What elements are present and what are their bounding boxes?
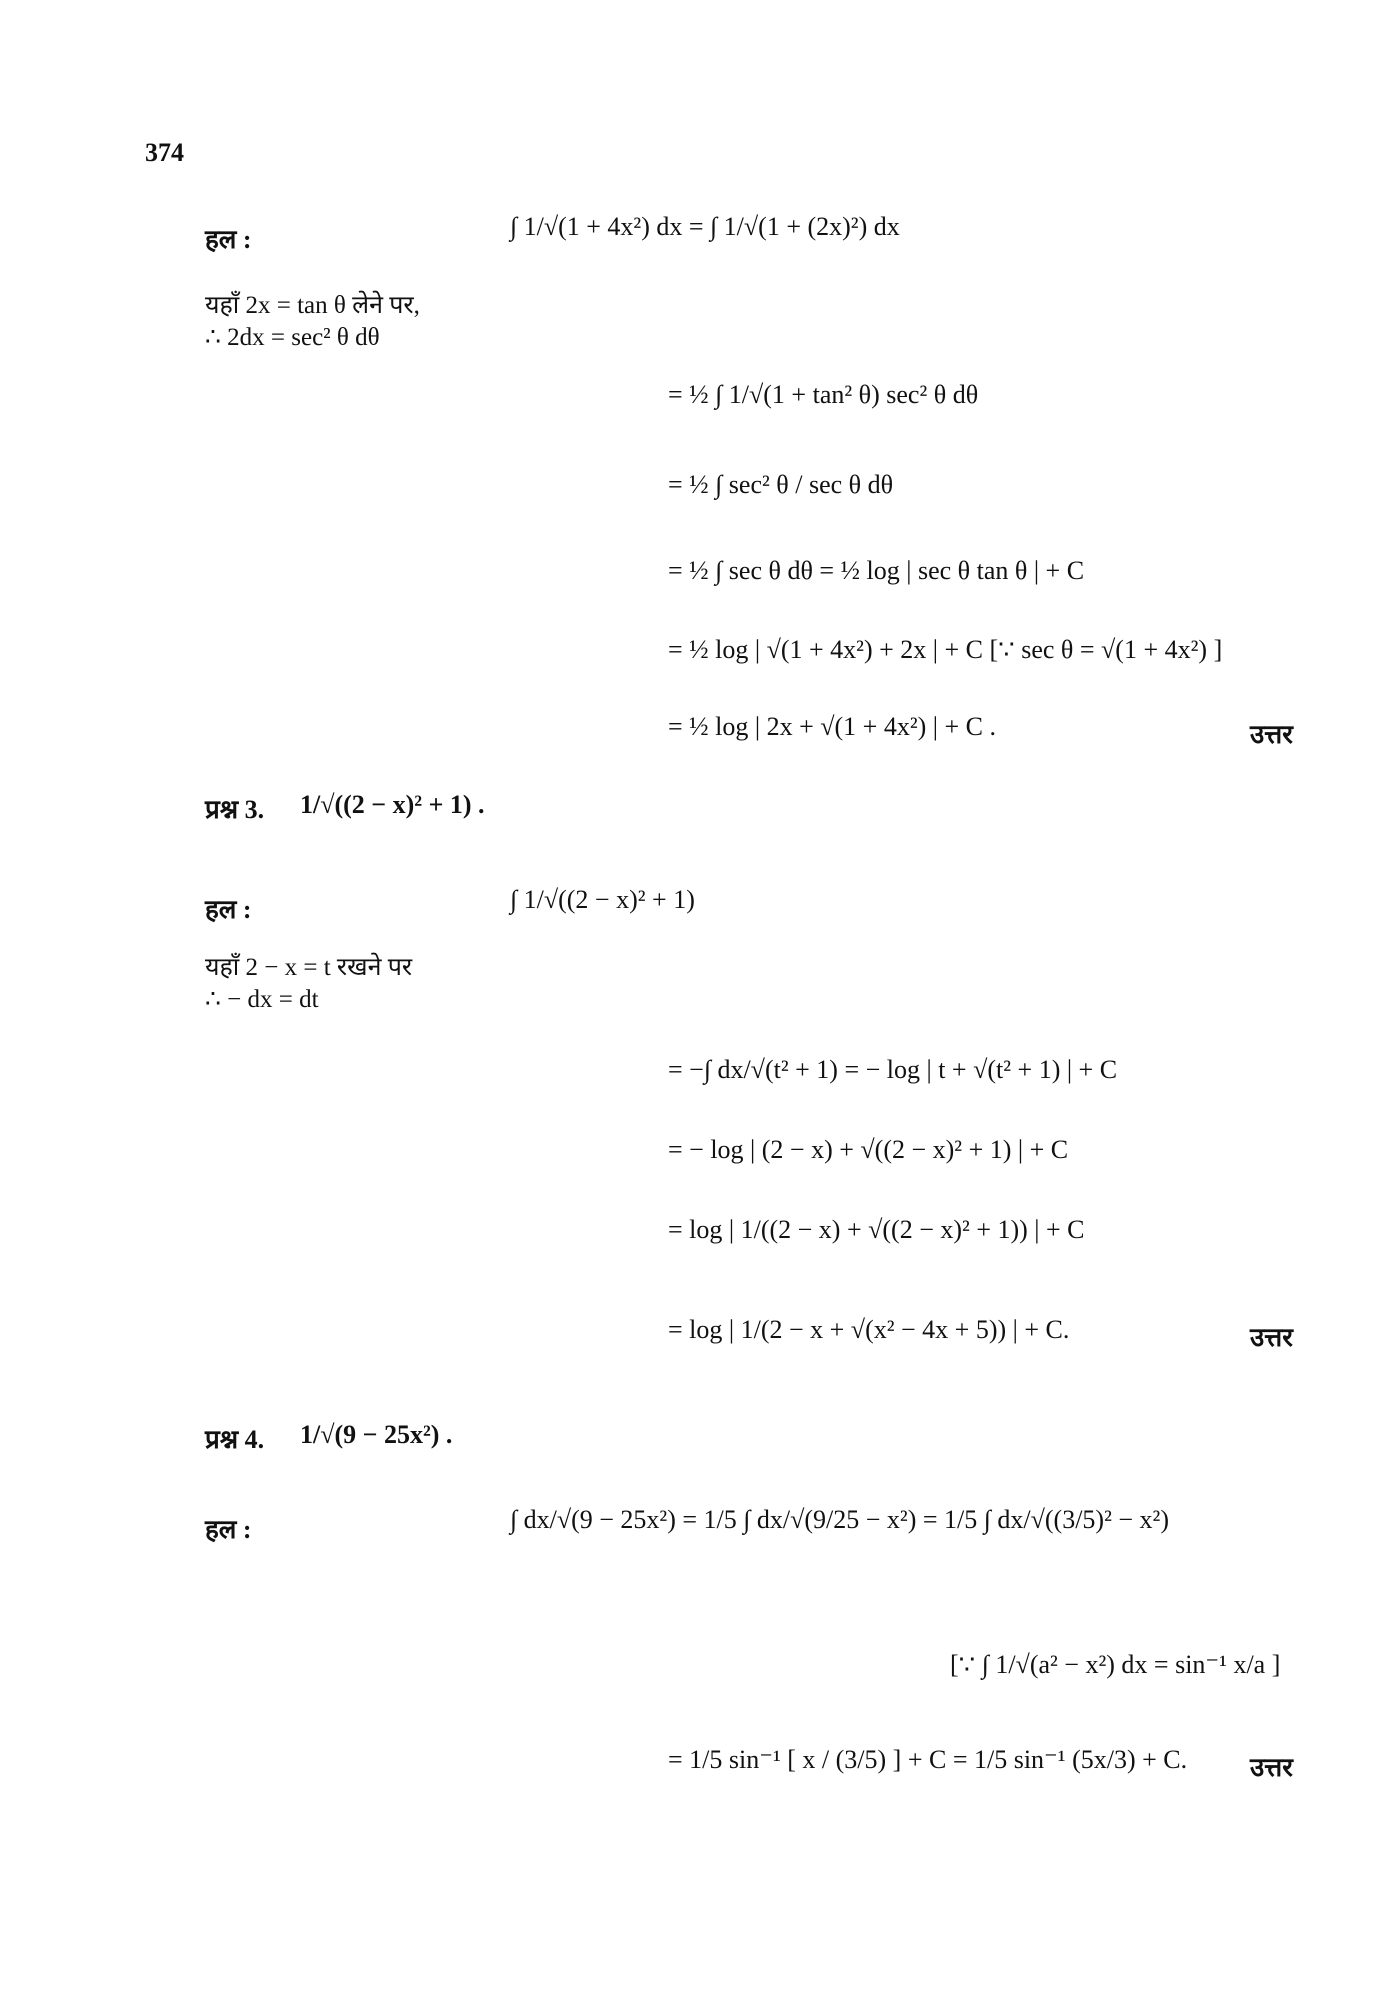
solution-label: हल : [205,1515,252,1544]
substitution-note: यहाँ 2x = tan θ लेने पर, [205,292,420,319]
question-label: प्रश्न 3. [205,795,265,824]
solution-label: हल : [205,895,252,924]
answer-label: उत्तर [1250,1753,1293,1782]
solution-start-equation: ∫ 1/√(1 + 4x²) dx = ∫ 1/√(1 + (2x)²) dx [510,212,900,241]
answer-label: उत्तर [1250,1323,1293,1352]
question-expression: 1/√(9 − 25x²) . [300,1420,453,1449]
step-equation: = ½ ∫ sec² θ / sec θ dθ [668,470,894,499]
step-equation: = log | 1/(2 − x + √(x² − 4x + 5)) | + C. [668,1315,1070,1344]
page-number: 374 [145,138,184,167]
step-equation: = ½ log | 2x + √(1 + 4x²) | + C . [668,712,997,741]
step-equation: = ½ log | √(1 + 4x²) + 2x | + C [∵ sec θ = √(1 + 4x²) ] [668,635,1223,664]
substitution-differential: ∴ 2dx = sec² θ dθ [205,324,380,351]
step-equation: = − log | (2 − x) + √((2 − x)² + 1) | + C [668,1135,1069,1164]
step-equation: = −∫ dx/√(t² + 1) = − log | t + √(t² + 1) | + C [668,1055,1118,1084]
step-equation: = ½ ∫ 1/√(1 + tan² θ) sec² θ dθ [668,380,979,409]
standard-formula: [∵ ∫ 1/√(a² − x²) dx = sin⁻¹ x/a ] [950,1650,1281,1679]
solution-label: हल : [205,225,252,254]
solution-start-equation: ∫ 1/√((2 − x)² + 1) [510,885,695,914]
solution-start-equation: ∫ dx/√(9 − 25x²) = 1/5 ∫ dx/√(9/25 − x²) = 1/5 ∫ dx/√((3/5)² − x²) [510,1505,1170,1534]
substitution-note: यहाँ 2 − x = t रखने पर [205,954,413,981]
substitution-differential: ∴ − dx = dt [205,986,319,1013]
step-equation: = log | 1/((2 − x) + √((2 − x)² + 1)) | + C [668,1215,1085,1244]
step-equation: = ½ ∫ sec θ dθ = ½ log | sec θ tan θ | + C [668,556,1085,585]
question-label: प्रश्न 4. [205,1425,265,1454]
answer-label: उत्तर [1250,720,1293,749]
question-expression: 1/√((2 − x)² + 1) . [300,790,485,819]
final-equation: = 1/5 sin⁻¹ [ x / (3/5) ] + C = 1/5 sin⁻¹ (5x/3) + C. [668,1745,1188,1774]
